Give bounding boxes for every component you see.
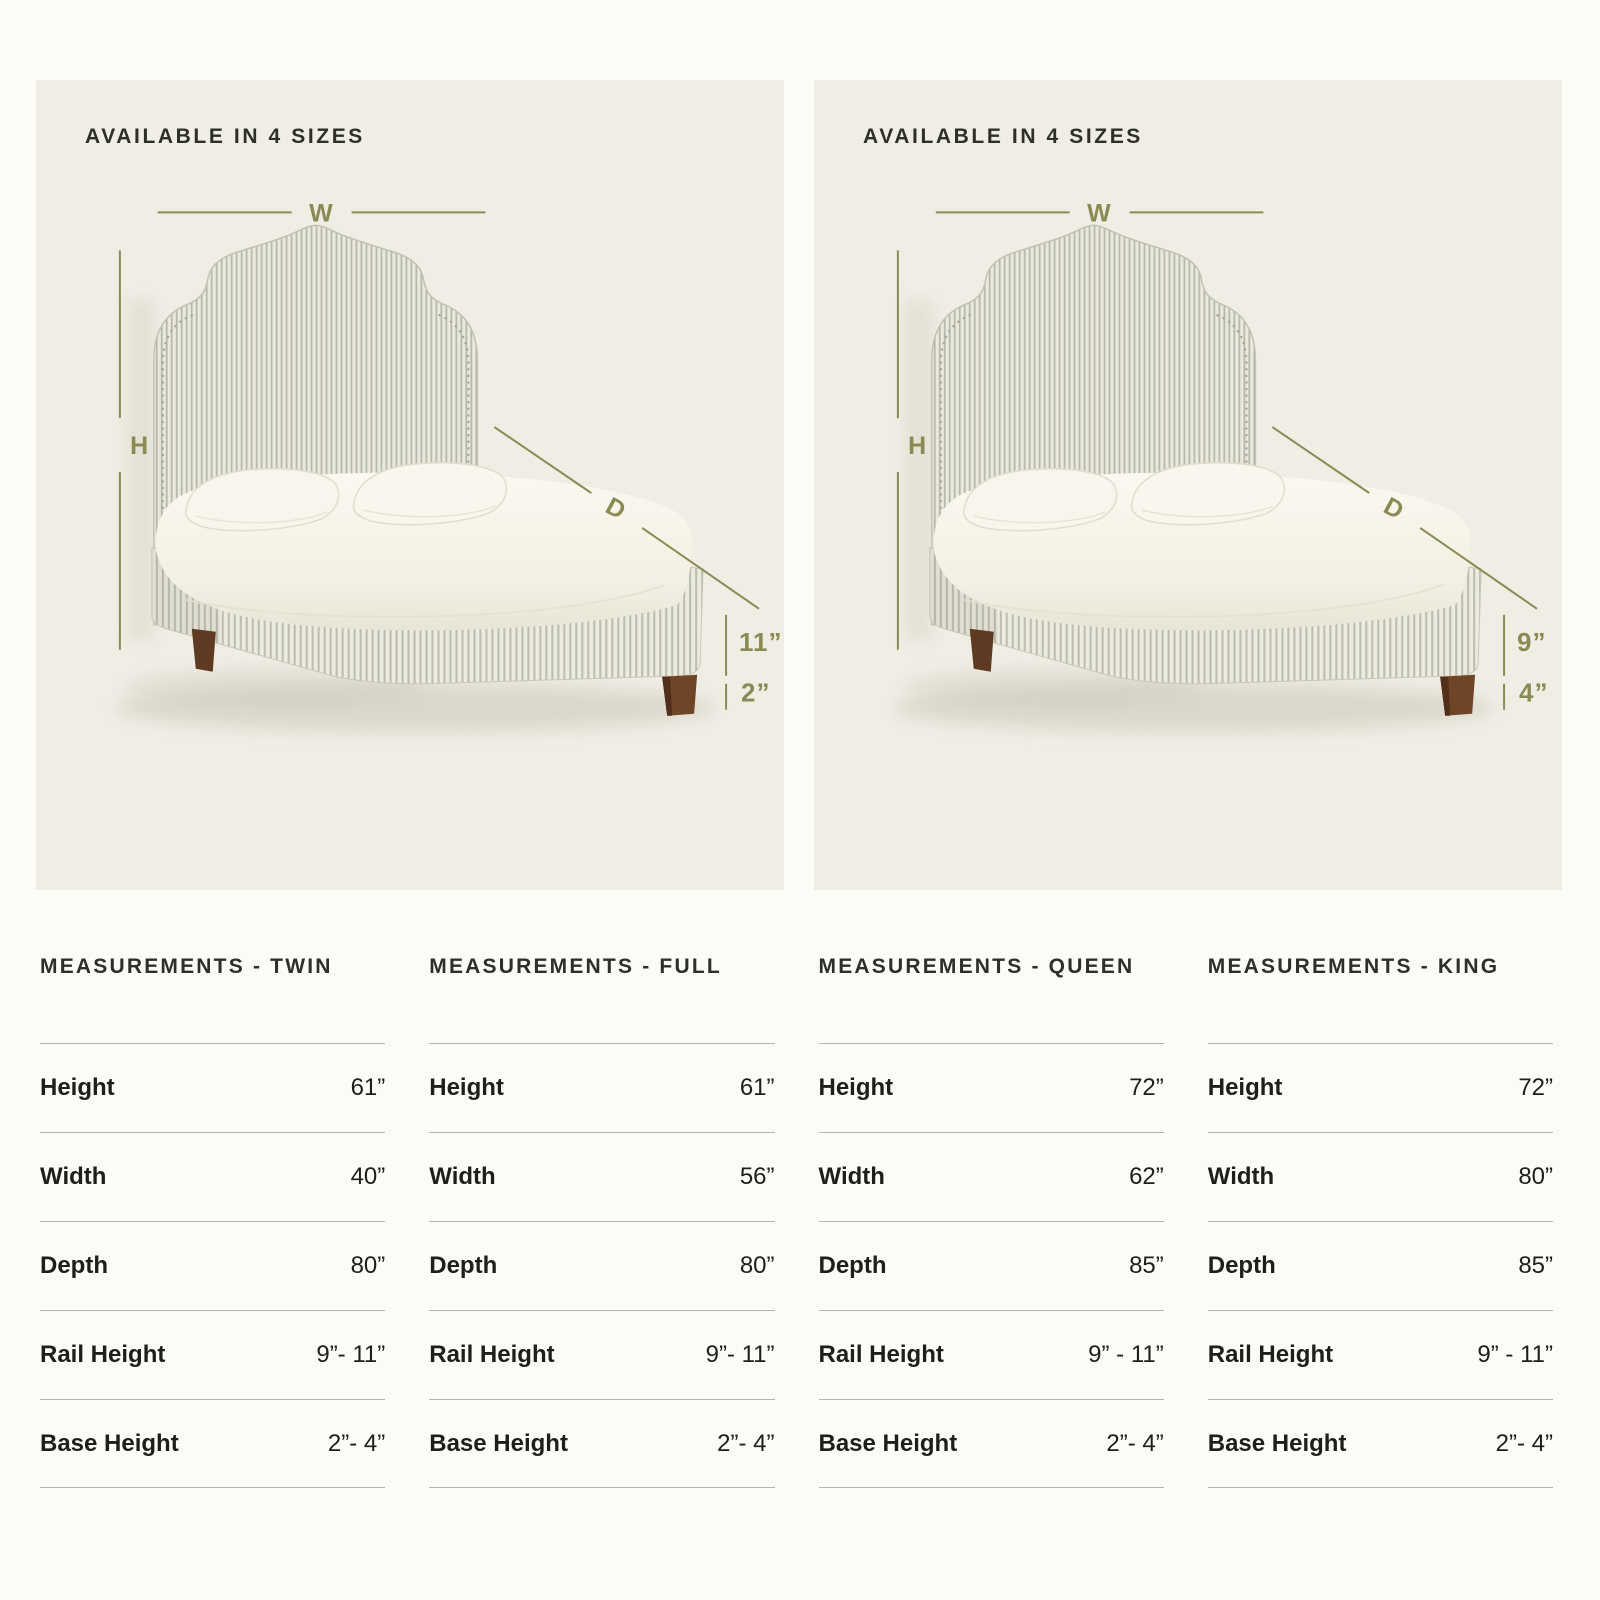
measurements-table-queen xyxy=(819,955,1164,1488)
table-row xyxy=(1208,1221,1553,1310)
width-label: W xyxy=(1087,199,1113,228)
row-value: 2”- 4” xyxy=(1106,1429,1164,1457)
row-value: 9”- 11” xyxy=(316,1341,386,1368)
row-label: Width xyxy=(40,1163,107,1190)
table-row xyxy=(1208,1310,1553,1399)
width-dimension xyxy=(936,199,1264,227)
table-row xyxy=(819,1310,1164,1399)
row-label: Rail Height xyxy=(429,1341,555,1368)
table-title: MEASUREMENTS - KING xyxy=(1207,955,1500,978)
measurements-table-full xyxy=(429,955,774,1488)
row-label: Height xyxy=(40,1074,115,1101)
bed-diagram xyxy=(36,80,784,890)
measurement-tables xyxy=(0,955,1600,1488)
row-value: 2”- 4” xyxy=(717,1429,775,1457)
row-label: Height xyxy=(1207,1074,1283,1101)
row-value: 85” xyxy=(1129,1252,1164,1279)
row-label: Width xyxy=(429,1163,496,1190)
table-row xyxy=(40,1043,385,1132)
table-row xyxy=(429,1399,774,1488)
base-height-value: 2” xyxy=(741,677,771,708)
row-value: 9” - 11” xyxy=(1088,1341,1164,1368)
table-row xyxy=(819,1132,1164,1221)
measurements-table-king xyxy=(1208,955,1553,1488)
table-row xyxy=(819,1399,1164,1488)
row-value: 56” xyxy=(739,1163,775,1190)
size-panel-twin-full xyxy=(36,80,784,890)
row-value: 61” xyxy=(739,1074,775,1101)
row-label: Height xyxy=(429,1074,504,1101)
row-value: 62” xyxy=(1129,1163,1164,1190)
height-label: H xyxy=(130,432,150,461)
table-row xyxy=(1208,1399,1553,1488)
row-label: Width xyxy=(818,1163,885,1190)
row-value: 2”- 4” xyxy=(1495,1429,1553,1457)
row-label: Base Height xyxy=(818,1429,958,1457)
depth-label: D xyxy=(601,492,632,526)
table-title: MEASUREMENTS - TWIN xyxy=(40,955,333,978)
wall-shadow xyxy=(128,300,154,640)
row-value: 61” xyxy=(350,1074,386,1101)
table-title: MEASUREMENTS - QUEEN xyxy=(818,955,1135,978)
table-row xyxy=(1208,1132,1553,1221)
table-row xyxy=(429,1043,774,1132)
table-row xyxy=(40,1399,385,1488)
rail-height-value: 11” xyxy=(739,626,783,657)
width-dimension xyxy=(158,199,486,227)
width-label: W xyxy=(309,199,335,228)
bed-diagram xyxy=(814,80,1562,890)
row-value: 40” xyxy=(350,1163,386,1190)
row-value: 80” xyxy=(350,1252,386,1279)
row-value: 80” xyxy=(1518,1163,1553,1190)
row-label: Depth xyxy=(818,1252,887,1279)
row-label: Rail Height xyxy=(818,1341,944,1368)
table-row xyxy=(429,1132,774,1221)
table-row xyxy=(40,1221,385,1310)
panel-title: AVAILABLE IN 4 SIZES xyxy=(863,125,1143,148)
row-label: Depth xyxy=(40,1252,108,1279)
row-value: 72” xyxy=(1129,1074,1164,1101)
table-row xyxy=(819,1043,1164,1132)
rail-base-dimension xyxy=(726,615,782,710)
table-row xyxy=(429,1221,774,1310)
row-label: Height xyxy=(818,1074,894,1101)
row-label: Depth xyxy=(429,1252,498,1279)
table-row xyxy=(819,1221,1164,1310)
row-value: 72” xyxy=(1518,1074,1553,1101)
row-value: 9” - 11” xyxy=(1477,1341,1553,1368)
measurements-table-twin xyxy=(40,955,385,1488)
height-label: H xyxy=(908,432,928,461)
wall-shadow xyxy=(906,300,932,640)
row-label: Width xyxy=(1207,1163,1275,1190)
row-value: 80” xyxy=(739,1252,775,1279)
panel-title: AVAILABLE IN 4 SIZES xyxy=(85,125,365,148)
rail-height-value: 9” xyxy=(1517,626,1547,657)
row-label: Rail Height xyxy=(1207,1341,1334,1368)
row-label: Rail Height xyxy=(40,1341,166,1368)
rail-base-dimension xyxy=(1504,615,1548,710)
depth-label: D xyxy=(1379,492,1410,526)
row-value: 2”- 4” xyxy=(327,1429,386,1457)
table-title: MEASUREMENTS - FULL xyxy=(429,955,722,978)
table-row xyxy=(40,1310,385,1399)
row-value: 85” xyxy=(1518,1252,1553,1279)
row-label: Base Height xyxy=(40,1429,179,1457)
row-value: 9”- 11” xyxy=(705,1341,775,1368)
row-label: Base Height xyxy=(1207,1429,1347,1457)
row-label: Base Height xyxy=(429,1429,568,1457)
size-panel-queen-king xyxy=(814,80,1562,890)
table-row xyxy=(40,1132,385,1221)
table-row xyxy=(1208,1043,1553,1132)
row-label: Depth xyxy=(1207,1252,1276,1279)
base-height-value: 4” xyxy=(1519,677,1549,708)
table-row xyxy=(429,1310,774,1399)
